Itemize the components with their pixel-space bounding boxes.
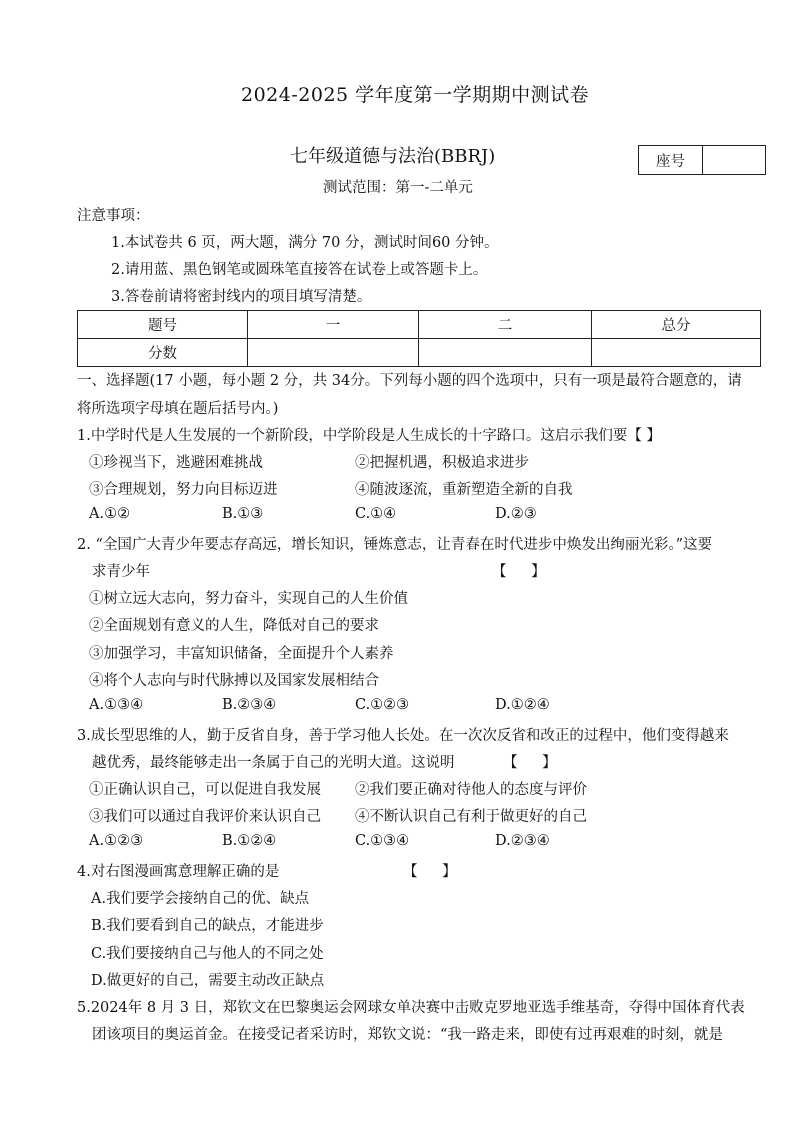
notice-item: 3.答卷前请将密封线内的项目填写清楚。 — [111, 289, 372, 305]
option-d: D.②③ — [495, 506, 537, 522]
statement: ③加强学习，丰富知识储备，全面提升个人素养 — [89, 646, 394, 662]
option-c: C.我们要接纳自己与他人的不同之处 — [91, 946, 324, 962]
option-d: D.①②④ — [495, 697, 550, 713]
seat-number-box — [638, 145, 766, 175]
option-b: B.①②④ — [222, 833, 277, 849]
option-b: B.我们要看到自己的缺点，才能进步 — [91, 918, 324, 934]
question-stem: 1.中学时代是人生发展的一个新阶段，中学阶段是人生成长的十字路口。这启示我们要【 】 — [77, 428, 661, 444]
question-stem: 越优秀，最终能够走出一条属于自己的光明大道。这说明 — [92, 755, 455, 771]
section-intro: 一、选择题(17 小题，每小题 2 分，共 34分。下列每小题的四个选项中，只有一项是最符合题意的，请 — [77, 373, 742, 389]
question-stem: 5.2024年 8 月 3 日，郑钦文在巴黎奥运会网球女单决赛中击败克罗地亚选手维基奇，夺得中国体育代表 — [77, 1000, 745, 1016]
statement: ②把握机遇，积极追求进步 — [355, 455, 529, 471]
table-row — [78, 311, 761, 339]
option-a: A.①③④ — [89, 697, 144, 713]
question-stem: 3.成长型思维的人，勤于反省自身，善于学习他人长处。在一次次反省和改正的过程中，他们变得越来 — [77, 728, 729, 744]
statement: ④不断认识自己有利于做更好的自己 — [355, 809, 587, 825]
statement: ②全面规划有意义的人生，降低对自己的要求 — [89, 618, 379, 634]
table-row — [78, 339, 761, 367]
table-header-cell: 总分 — [592, 311, 761, 339]
option-b: B.②③④ — [222, 697, 277, 713]
table-row-label: 分数 — [78, 339, 248, 367]
option-d: D.做更好的自己，需要主动改正缺点 — [91, 973, 325, 989]
question-stem: 求青少年 — [92, 564, 150, 580]
test-range: 测试范围：第一-二单元 — [323, 180, 473, 196]
statement: ③我们可以通过自我评价来认识自己 — [89, 809, 321, 825]
statement: ③合理规划，努力向目标迈进 — [89, 482, 278, 498]
statement: ④随波逐流，重新塑造全新的自我 — [355, 482, 573, 498]
exam-title: 2024-2025 学年度第一学期期中测试卷 — [241, 84, 590, 106]
option-c: C.①④ — [355, 506, 397, 522]
statement: ①珍视当下，逃避困难挑战 — [89, 455, 263, 471]
question-stem: 团该项目的奥运首金。在接受记者采访时，郑钦文说：“我一路走来，即使有过再艰难的时刻，就是 — [92, 1027, 723, 1043]
seat-number-field[interactable] — [703, 146, 765, 174]
table-header-cell: 题号 — [78, 311, 248, 339]
option-a: A.我们要学会接纳自己的优、缺点 — [91, 891, 310, 907]
option-d: D.②③④ — [495, 833, 550, 849]
answer-bracket[interactable]: 【 】 — [403, 864, 467, 880]
statement: ①正确认识自己，可以促进自我发展 — [89, 782, 321, 798]
option-c: C.①②③ — [355, 697, 410, 713]
statement: ②我们要正确对待他人的态度与评价 — [355, 782, 587, 798]
score-cell[interactable] — [248, 339, 419, 367]
statement: ①树立远大志向，努力奋斗，实现自己的人生价值 — [89, 591, 408, 607]
notice-item: 1.本试卷共 6 页，两大题，满分 70 分，测试时间60 分钟。 — [111, 235, 499, 251]
score-cell[interactable] — [419, 339, 592, 367]
question-stem: 2. “全国广大青少年要志存高远，增长知识，锤炼意志，让青春在时代进步中焕发出绚丽光彩。”这要 — [77, 537, 713, 553]
score-table — [77, 310, 761, 367]
option-a: A.①② — [89, 506, 131, 522]
question-stem: 4.对右图漫画寓意理解正确的是 — [77, 864, 280, 880]
statement: ④将个人志向与时代脉搏以及国家发展相结合 — [89, 673, 379, 689]
section-intro: 将所选项字母填在题后括号内。) — [77, 401, 279, 417]
option-b: B.①③ — [222, 506, 264, 522]
table-header-cell: 二 — [419, 311, 592, 339]
option-c: C.①③④ — [355, 833, 410, 849]
answer-bracket[interactable]: 【 】 — [503, 755, 567, 771]
seat-number-label: 座号 — [639, 146, 703, 174]
answer-bracket[interactable]: 【 】 — [492, 564, 556, 580]
table-header-cell: 一 — [248, 311, 419, 339]
exam-subtitle: 七年级道德与法治(BBRJ) — [290, 146, 496, 167]
notice-heading: 注意事项： — [77, 208, 150, 224]
notice-item: 2.请用蓝、黑色钢笔或圆珠笔直接答在试卷上或答题卡上。 — [111, 262, 488, 278]
score-cell[interactable] — [592, 339, 761, 367]
option-a: A.①②③ — [89, 833, 144, 849]
